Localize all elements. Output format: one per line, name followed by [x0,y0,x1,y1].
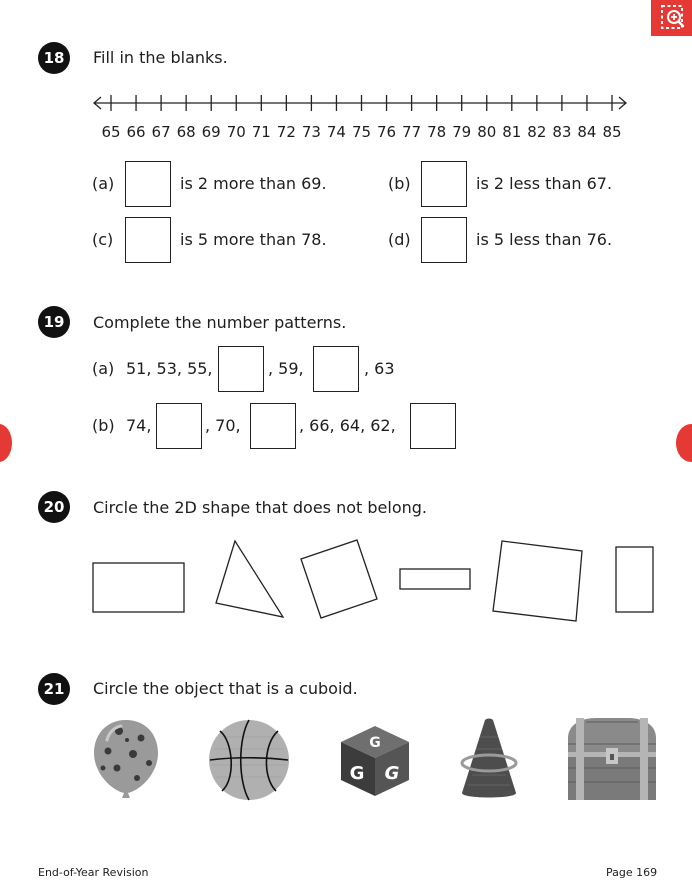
number-line-label: 80 [477,123,497,141]
number-line-label: 76 [377,123,397,141]
part-label-b: (b) [388,174,411,193]
svg-text:G: G [384,763,400,784]
number-line-label: 83 [552,123,572,141]
pattern-answer-box[interactable] [313,346,359,392]
answer-box-d[interactable] [421,217,467,263]
question-instruction: Circle the object that is a cuboid. [93,679,358,698]
letter-cube-icon[interactable] [339,724,411,798]
pattern-text: 51, 53, 55, [126,359,213,378]
pattern-answer-box[interactable] [410,403,456,449]
part-label-c: (c) [92,230,114,249]
number-line-label: 81 [502,123,522,141]
previous-page-tab[interactable] [0,424,12,462]
treasure-chest-icon[interactable] [566,716,658,802]
svg-text:G: G [369,735,381,751]
pattern-answer-box[interactable] [250,403,296,449]
square-shape[interactable] [301,540,377,618]
number-line-label: 82 [527,123,547,141]
rectangle-shape[interactable] [93,563,184,612]
question-number: 21 [38,673,70,705]
answer-box-a[interactable] [125,161,171,207]
answer-box-b[interactable] [421,161,467,207]
number-line-label: 78 [427,123,447,141]
part-text-a: is 2 more than 69. [180,174,327,193]
footer-left: End-of-Year Revision [38,866,149,879]
part-label-d: (d) [388,230,411,249]
part-text-b: is 2 less than 67. [476,174,613,193]
number-line-label: 69 [201,123,221,141]
question-instruction: Complete the number patterns. [93,313,347,332]
pattern-label-b: (b) [92,416,115,435]
question-instruction: Fill in the blanks. [93,48,228,67]
question-instruction: Circle the 2D shape that does not belong. [93,498,428,517]
number-line-label: 68 [176,123,196,141]
zoom-in-icon [651,0,692,36]
pattern-text: , 70, [205,416,241,435]
pattern-text: , 63 [364,359,395,378]
question-number: 20 [38,491,70,523]
svg-text:G: G [349,763,365,784]
part-text-c: is 5 more than 78. [180,230,327,249]
zoom-button[interactable] [651,0,692,36]
question-number: 18 [38,42,70,74]
pattern-label-a: (a) [92,359,115,378]
triangle-shape[interactable] [216,541,283,617]
pattern-answer-box[interactable] [156,403,202,449]
number-line-label: 65 [101,123,121,141]
next-page-tab[interactable] [676,424,692,462]
number-line-label: 85 [602,123,622,141]
answer-box-c[interactable] [125,217,171,263]
pattern-answer-box[interactable] [218,346,264,392]
number-line-label: 66 [126,123,146,141]
number-line-label: 74 [326,123,346,141]
tilted-rectangle-shape[interactable] [493,541,582,621]
number-line-label: 84 [577,123,597,141]
pattern-text: , 59, [268,359,304,378]
basketball-icon[interactable] [208,719,290,801]
part-text-d: is 5 less than 76. [476,230,613,249]
number-line-label: 73 [301,123,321,141]
number-line-label: 67 [151,123,171,141]
number-line-label: 72 [276,123,296,141]
page-number: Page 169 [606,866,658,879]
part-label-a: (a) [92,174,115,193]
number-line-label: 70 [226,123,246,141]
balloon-icon[interactable] [91,718,161,804]
number-line [90,92,630,114]
number-line-label: 75 [351,123,372,141]
pattern-text: 74, [126,416,152,435]
number-line-label: 79 [452,123,472,141]
shapes-row [0,530,692,630]
thin-rectangle-shape[interactable] [400,569,470,589]
cone-icon[interactable] [458,717,520,801]
question-number: 19 [38,306,70,338]
pattern-text: , 66, 64, 62, [299,416,396,435]
tall-rectangle-shape[interactable] [616,547,653,612]
number-line-label: 77 [402,123,422,141]
number-line-label: 71 [251,123,271,141]
